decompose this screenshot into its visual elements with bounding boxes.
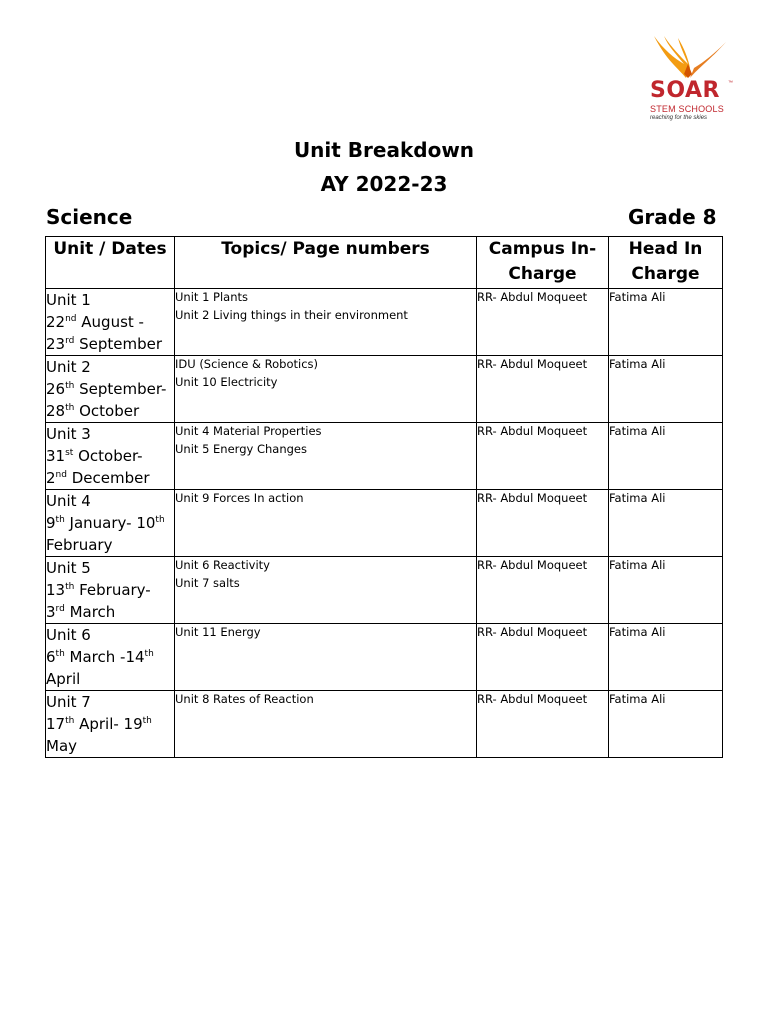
campus-in-charge-cell: RR- Abdul Moqueet [477,423,609,490]
head-in-charge-cell: Fatima Ali [609,691,723,758]
unit-name: Unit 4 [46,492,91,510]
head-in-charge-cell: Fatima Ali [609,557,723,624]
unit-name: Unit 5 [46,559,91,577]
logo-wordmark: SOAR [650,78,720,103]
campus-in-charge-cell: RR- Abdul Moqueet [477,490,609,557]
head-in-charge-cell: Fatima Ali [609,624,723,691]
end-text: April [46,670,81,688]
start-suffix: th [65,381,75,391]
topic-item: Unit 8 Rates of Reaction [175,692,314,706]
start-suffix: st [65,448,74,458]
end-text: September [74,335,163,353]
start-suffix: th [65,716,75,726]
topic-item: Unit 1 Plants [175,290,249,304]
start-suffix-2: th [142,716,152,726]
unit-name: Unit 7 [46,693,91,711]
unit-name: Unit 2 [46,358,91,376]
start-day: 9 [46,514,56,532]
unit-dates-cell [46,557,175,624]
topics-cell [175,356,477,423]
topic-item: Unit 4 Material Properties [175,424,322,438]
topic-item: Unit 10 Electricity [175,374,278,389]
start-text: September- [74,380,167,398]
column-header-topics: Topics/ Page numbers [175,237,477,289]
logo-tagline: reaching for the skies [650,115,708,121]
start-text: January- 10 [64,514,156,532]
topic-item: IDU (Science & Robotics) [175,357,319,371]
end-text: December [66,469,150,487]
start-day: 17 [46,715,66,733]
table-row [46,691,723,758]
start-text: March -14 [64,648,145,666]
table-header-row [46,237,723,289]
end-suffix: th [65,403,75,413]
unit-name: Unit 3 [46,425,91,443]
start-day: 6 [46,648,56,666]
unit-dates-cell [46,356,175,423]
column-header-head-in-charge: Head In Charge [609,237,723,289]
end-text: February [46,536,113,554]
topics-cell [175,490,477,557]
grade-label: Grade 8 [628,205,717,229]
topic-item: Unit 9 Forces In action [175,491,304,505]
start-text: February- [74,581,151,599]
start-text: August - [76,313,144,331]
column-header-unit-dates: Unit / Dates [46,237,175,289]
start-suffix: th [55,515,65,525]
unit-dates-cell [46,289,175,356]
topic-item: Unit 11 Energy [175,625,261,639]
column-header-campus-in-charge: Campus In-Charge [477,237,609,289]
topics-cell [175,624,477,691]
end-day: 28 [46,402,66,420]
head-in-charge-cell: Fatima Ali [609,423,723,490]
end-day: 3 [46,603,56,621]
end-text: March [64,603,116,621]
start-suffix: nd [65,314,77,324]
unit-name: Unit 6 [46,626,91,644]
end-day: 2 [46,469,56,487]
end-suffix: rd [65,336,75,346]
topics-cell [175,557,477,624]
topic-item: Unit 7 salts [175,575,240,590]
start-suffix-2: th [155,515,165,525]
end-suffix: nd [55,470,67,480]
unit-dates-cell [46,691,175,758]
topics-cell [175,691,477,758]
eagle-wings-icon [648,34,730,80]
topic-item: Unit 2 Living things in their environment [175,307,408,322]
start-suffix-2: th [144,649,154,659]
start-day: 31 [46,447,66,465]
unit-dates-cell [46,490,175,557]
start-day: 26 [46,380,66,398]
start-day: 22 [46,313,66,331]
start-text: April- 19 [74,715,143,733]
table-row [46,624,723,691]
document-title: Unit Breakdown [293,138,475,162]
unit-dates-cell [46,624,175,691]
logo-subtitle: STEM SCHOOLS [650,104,724,114]
school-logo [640,34,740,126]
unit-name: Unit 1 [46,291,91,309]
end-text: May [46,737,78,755]
topic-item: Unit 6 Reactivity [175,558,270,572]
start-suffix: th [65,582,75,592]
campus-in-charge-cell: RR- Abdul Moqueet [477,356,609,423]
end-suffix: rd [55,604,65,614]
unit-breakdown-table [45,236,723,758]
table-row [46,490,723,557]
end-text: October [74,402,140,420]
table-body [46,289,723,758]
topic-item: Unit 5 Energy Changes [175,441,307,456]
head-in-charge-cell: Fatima Ali [609,289,723,356]
academic-year: AY 2022-23 [320,172,448,196]
start-suffix: th [55,649,65,659]
end-day: 23 [46,335,66,353]
topics-cell [175,289,477,356]
campus-in-charge-cell: RR- Abdul Moqueet [477,289,609,356]
start-day: 13 [46,581,66,599]
head-in-charge-cell: Fatima Ali [609,356,723,423]
logo-trademark: ™ [728,80,733,86]
unit-dates-cell [46,423,175,490]
campus-in-charge-cell: RR- Abdul Moqueet [477,624,609,691]
table-row [46,557,723,624]
start-text: October- [73,447,143,465]
topics-cell [175,423,477,490]
campus-in-charge-cell: RR- Abdul Moqueet [477,557,609,624]
table-row [46,289,723,356]
table-row [46,423,723,490]
subject-label: Science [46,205,133,229]
campus-in-charge-cell: RR- Abdul Moqueet [477,691,609,758]
table-row [46,356,723,423]
head-in-charge-cell: Fatima Ali [609,490,723,557]
